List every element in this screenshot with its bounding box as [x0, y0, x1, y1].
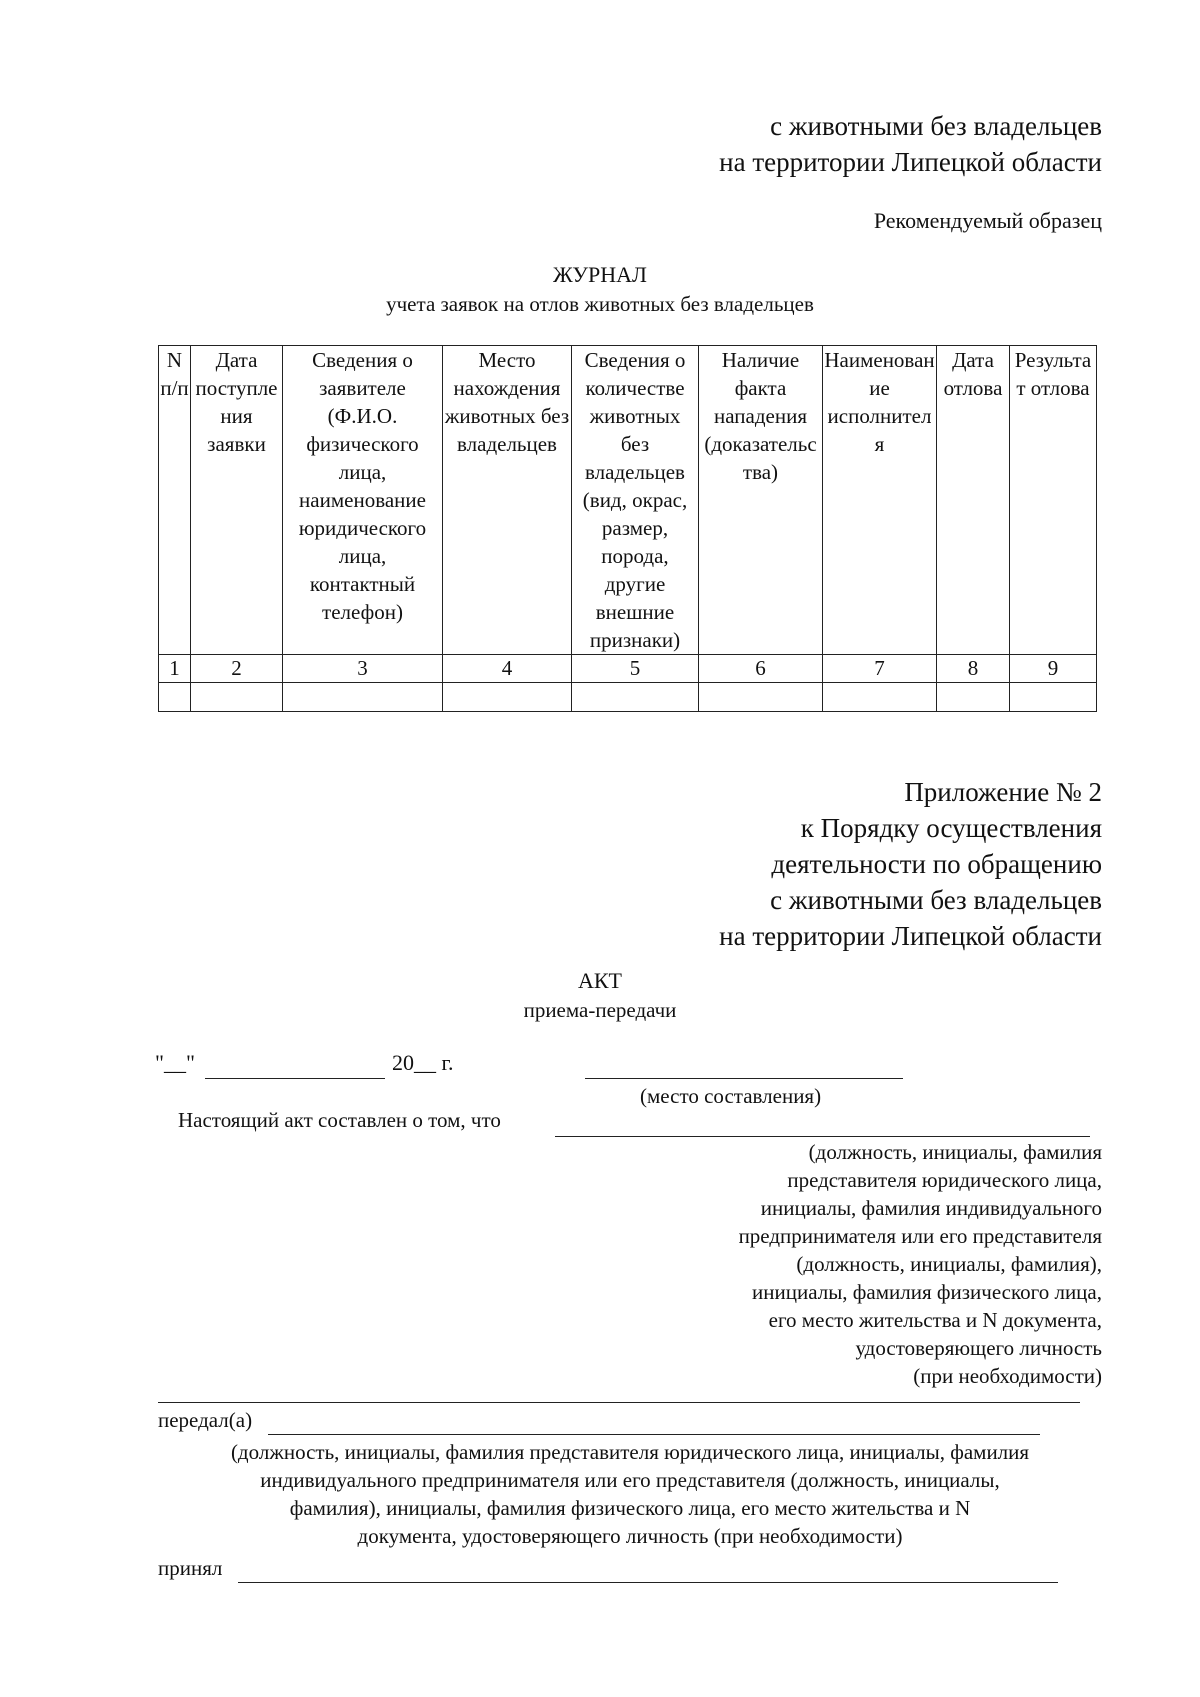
top-header [719, 108, 1102, 180]
received-label: принял [158, 1556, 223, 1580]
statement-note [739, 1138, 1102, 1390]
appendix2-line: деятельности по обращению [771, 849, 1102, 879]
table-header-row [159, 346, 1097, 655]
empty-cell [191, 683, 283, 712]
empty-cell [823, 683, 937, 712]
column-number: 5 [572, 655, 699, 683]
appendix2-line: Приложение № 2 [904, 777, 1102, 807]
column-number: 4 [443, 655, 572, 683]
header-cell: Дата отлова [937, 346, 1010, 655]
appendix2-line: с животными без владельцев [770, 885, 1102, 915]
note-line: документа, удостоверяющего личность (при необходимости) [357, 1524, 903, 1548]
note-line: инициалы, фамилия физического лица, [752, 1280, 1102, 1304]
header-cell: Место нахождения животных без владельцев [443, 346, 572, 655]
top-header-line: на территории Липецкой области [719, 147, 1102, 177]
note-line: фамилия), инициалы, фамилия физического лица, его место жительства и N [289, 1496, 971, 1520]
header-cell: Сведения о количестве животных без владельцев (вид, окрас, размер, порода, другие внешние признаки) [572, 346, 699, 655]
place-caption: (место составления) [640, 1084, 822, 1108]
statement-text: Настоящий акт составлен о том, что [178, 1108, 501, 1132]
note-line: предпринимателя или его представителя [738, 1224, 1102, 1248]
full-width-blank [158, 1402, 1080, 1403]
header-cell: Дата поступления заявки [191, 346, 283, 655]
empty-cell [572, 683, 699, 712]
transferred-note [160, 1438, 1100, 1550]
note-line: инициалы, фамилия индивидуального [760, 1196, 1102, 1220]
date-quotes: "__" [155, 1050, 195, 1075]
note-line: (должность, инициалы, фамилия [808, 1140, 1102, 1164]
journal-title: ЖУРНАЛ [553, 262, 647, 287]
top-header-line: с животными без владельцев [770, 111, 1102, 141]
appendix2-header [719, 774, 1102, 954]
recommended-sample: Рекомендуемый образец [873, 208, 1102, 233]
place-blank [585, 1078, 903, 1079]
column-number: 8 [937, 655, 1010, 683]
column-number: 1 [159, 655, 191, 683]
appendix2-line: к Порядку осуществления [800, 813, 1102, 843]
note-line: представителя юридического лица, [787, 1168, 1102, 1192]
transferred-blank [268, 1434, 1040, 1435]
act-subtitle: приема-передачи [523, 998, 677, 1022]
empty-cell [937, 683, 1010, 712]
empty-cell [159, 683, 191, 712]
statement-blank [555, 1136, 1090, 1137]
empty-cell [443, 683, 572, 712]
column-number: 7 [823, 655, 937, 683]
empty-cell [699, 683, 823, 712]
column-number: 3 [283, 655, 443, 683]
note-line: (при необходимости) [913, 1364, 1102, 1388]
header-cell: Результат отлова [1010, 346, 1097, 655]
note-line: его место жительства и N документа, [768, 1308, 1102, 1332]
date-month-blank [205, 1078, 385, 1079]
note-line: (должность, инициалы, фамилия), [796, 1252, 1102, 1276]
column-number: 9 [1010, 655, 1097, 683]
journal-table [158, 345, 1097, 712]
note-line: (должность, инициалы, фамилия представителя юридического лица, инициалы, фамилия [230, 1440, 1030, 1464]
act-title: АКТ [578, 968, 622, 993]
journal-subtitle: учета заявок на отлов животных без владельцев [386, 292, 814, 316]
empty-cell [1010, 683, 1097, 712]
header-cell: N п/п [159, 346, 191, 655]
empty-cell [283, 683, 443, 712]
header-cell: Наличие факта нападения (доказательства) [699, 346, 823, 655]
note-line: удостоверяющего личность [855, 1336, 1102, 1360]
column-number: 6 [699, 655, 823, 683]
date-year: 20__ г. [392, 1050, 454, 1075]
header-cell: Наименование исполнителя [823, 346, 937, 655]
header-cell: Сведения о заявителе (Ф.И.О. физического лица, наименование юридического лица, контактный телефон) [283, 346, 443, 655]
column-number: 2 [191, 655, 283, 683]
table-number-row [159, 655, 1097, 683]
received-blank [238, 1582, 1058, 1583]
transferred-label: передал(а) [158, 1408, 253, 1432]
note-line: индивидуального предпринимателя или его представителя (должность, инициалы, [260, 1468, 1000, 1492]
appendix2-line: на территории Липецкой области [719, 921, 1102, 951]
table-row [159, 683, 1097, 712]
